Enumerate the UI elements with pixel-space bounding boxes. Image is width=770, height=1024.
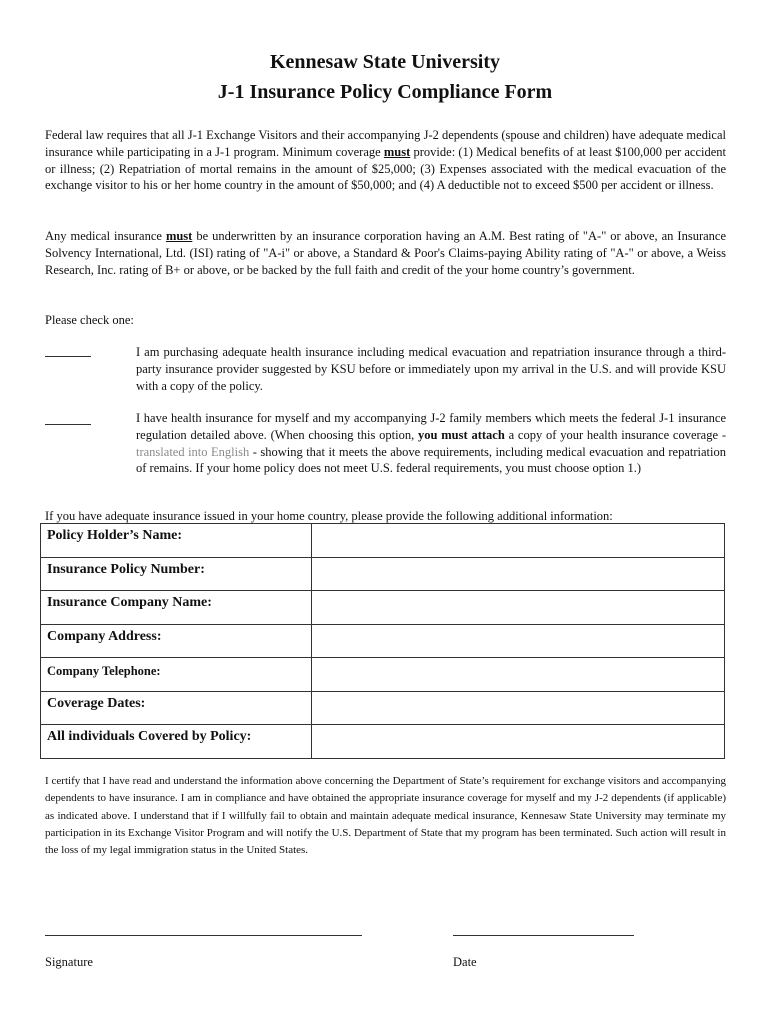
table-row <box>41 658 725 692</box>
date-line[interactable] <box>453 935 634 936</box>
company-name-label: Insurance Company Name: <box>41 591 312 625</box>
individuals-covered-field[interactable] <box>311 725 724 759</box>
table-row <box>41 524 725 558</box>
table-row <box>41 591 725 625</box>
signature-line[interactable] <box>45 935 362 936</box>
policy-holder-field[interactable] <box>311 524 724 558</box>
intro-paragraph-underwriting <box>45 228 726 278</box>
check-prompt: Please check one: <box>45 313 134 327</box>
option-2-text-part: - showing that it meets the above requirements, including medical evacuation and repatriation of remains. If your home policy does not meet U.S. federal requirements, you must choose option 1.) <box>136 444 727 476</box>
option-2-check-blank[interactable] <box>45 424 91 425</box>
option-2-text <box>136 410 726 477</box>
certification-statement: I certify that I have read and understand the information above concerning the Department of State’s requirement for exchange visitors and accompanying dependents to have insurance. I am in compliance and have obtained the appropriate insurance coverage for myself and my J-2 dependents (if applicable) as indicated above. I understand that if I willfully fail to obtain and maintain adequate medical insurance, Kennesaw State University may terminate my participation in its Exchange Visitor Program and will notify the U.S. Department of State that my program has been terminated. Such action will result in the loss of my legal immigration status in the United States. <box>45 775 726 857</box>
option-1-check-blank[interactable] <box>45 356 91 357</box>
company-telephone-field[interactable] <box>311 658 724 692</box>
signature-label: Signature <box>45 955 93 969</box>
company-address-field[interactable] <box>311 624 724 658</box>
form-title: J-1 Insurance Policy Compliance Form <box>217 81 553 103</box>
date-label: Date <box>453 955 477 969</box>
table-row <box>41 691 725 725</box>
policy-number-field[interactable] <box>311 557 724 591</box>
must-emphasis: must <box>165 229 193 243</box>
must-attach-emphasis: you must attach <box>418 427 505 442</box>
option-1-text: I am purchasing adequate health insurance including medical evacuation and repatriation insurance through a third-party insurance provider suggested by KSU before or immediately upon my arrival in the U.S. and will provide KSU with a copy of the policy. <box>136 345 726 393</box>
intro-text: provide: (1) Medical benefits of at least $100,000 per accident or illness; (2) Repatriation of mortal remains in the amount of $25,000; (3) Expenses associated with the medical evacuation of the exchange visitor to his or her home country in the amount of $50,000; and (4) A deductible not to exceed $500 per accident or illness. <box>45 144 726 193</box>
policy-holder-label: Policy Holder’s Name: <box>41 524 312 558</box>
must-emphasis: must <box>383 144 411 159</box>
company-address-label: Company Address: <box>41 624 312 658</box>
company-telephone-label: Company Telephone: <box>41 658 312 692</box>
coverage-dates-label: Coverage Dates: <box>41 691 312 725</box>
table-row <box>41 624 725 658</box>
option-2-text-part: I have health insurance for myself and my accompanying J-2 family members which meets the federal J-1 insurance regulation detailed above. (When choosing this option, <box>136 411 726 442</box>
intro-text: be underwritten by an insurance corporation having an A.M. Best rating of "A-" or above, an Insurance Solvency International, Ltd. (ISI) rating of "A-i" or above, a Standard & Poor's Claims-paying Ability rating of "A-" or above, a Weiss Research, Inc. rating of B+ or above, or be backed by the full faith and credit of the your home country’s government. <box>45 229 727 277</box>
option-2-text-part: a copy of your health insurance coverage - <box>504 427 726 442</box>
page-title: Kennesaw State University <box>270 51 500 73</box>
table-row <box>41 725 725 759</box>
additional-info-prompt: If you have adequate insurance issued in your home country, please provide the following additional information: <box>45 509 613 523</box>
intro-text: Federal law requires that all J-1 Exchange Visitors and their accompanying J-2 dependents (spouse and children) have adequate medical insurance while participating in a J-1 program. Minimum coverage <box>45 128 726 159</box>
table-row <box>41 557 725 591</box>
policy-number-label: Insurance Policy Number: <box>41 557 312 591</box>
company-name-field[interactable] <box>311 591 724 625</box>
individuals-covered-label: All individuals Covered by Policy: <box>41 725 312 759</box>
insurance-info-table <box>40 523 725 759</box>
intro-text: Any medical insurance <box>45 229 166 243</box>
translated-note: translated into English <box>136 444 250 459</box>
intro-paragraph-requirements <box>45 127 726 194</box>
coverage-dates-field[interactable] <box>311 691 724 725</box>
